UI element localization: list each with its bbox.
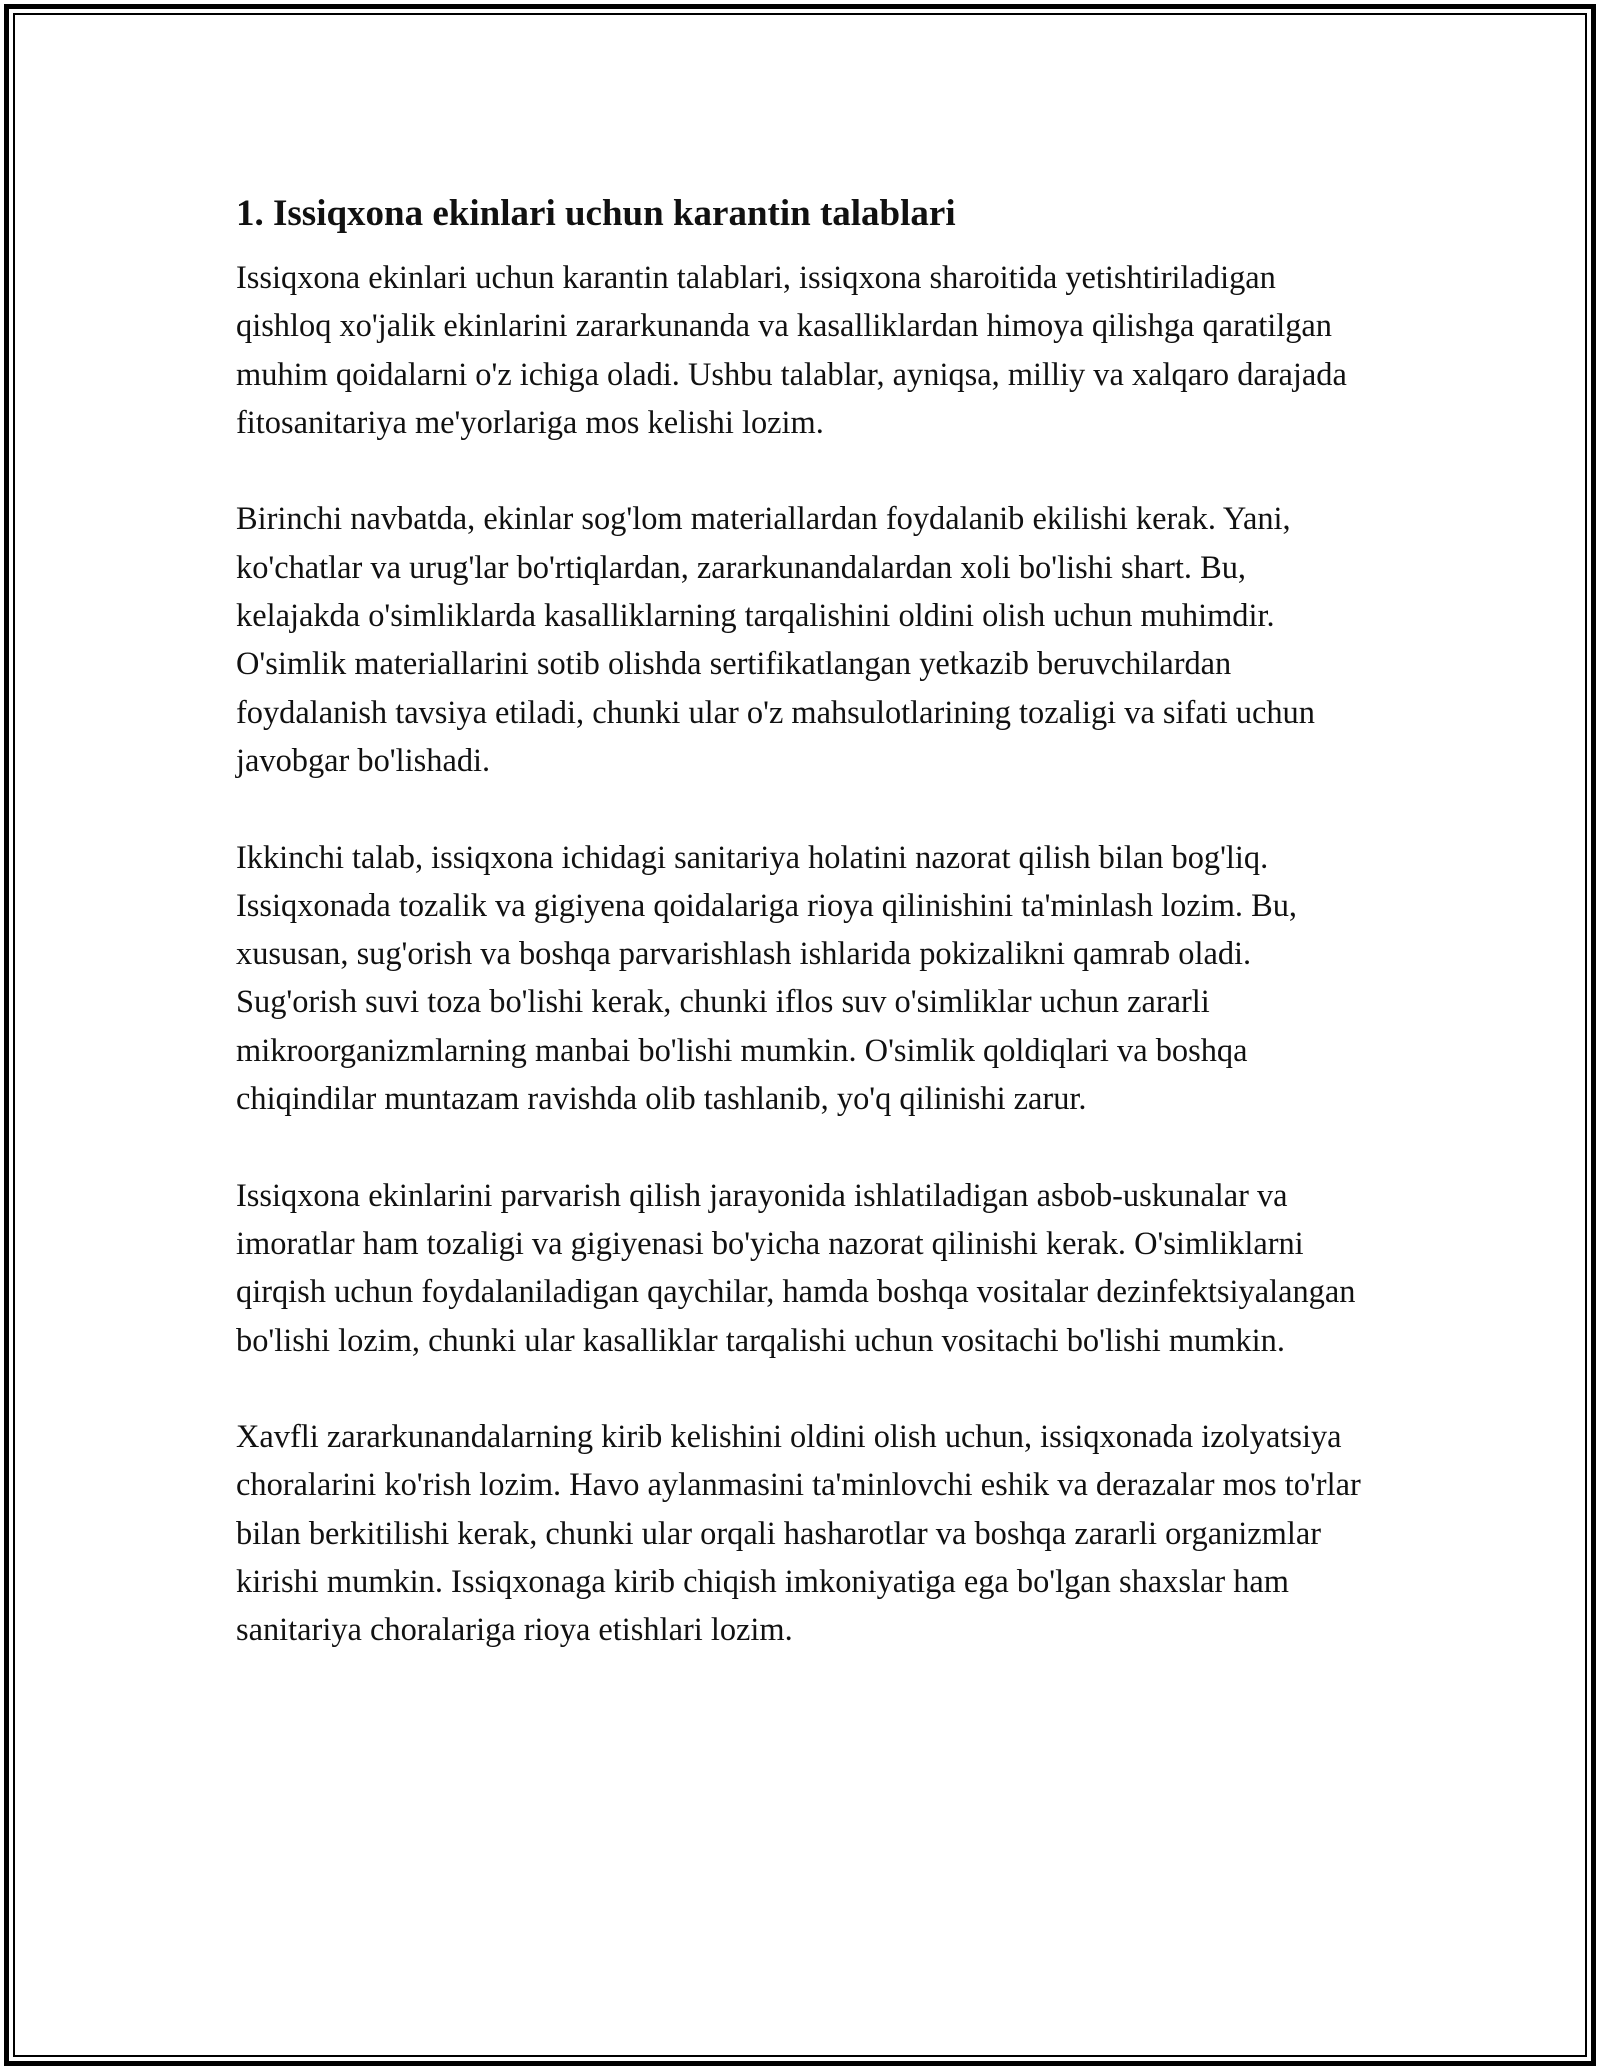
- paragraph-5: Xavfli zararkunandalarning kirib kelishini oldini olish uchun, issiqxonada izolyatsiya choralarini ko'rish lozim. Havo aylanmasini ta'minlovchi eshik va derazalar mos to'rlar bilan berkitilishi kerak, chunki ular orqali hasharotlar va boshqa zararli organizmlar kirishi mumkin. Issiqxonaga kirib chiqish imkoniyatiga ega bo'lgan shaxslar ham sanitariya choralariga rioya etishlari lozim.: [236, 1419, 1361, 1649]
- paragraph-3: Ikkinchi talab, issiqxona ichidagi sanitariya holatini nazorat qilish bilan bog'liq. Issiqxonada tozalik va gigiyena qoidalariga rioya qilinishini ta'minlash lozim. Bu, xususan, sug'orish va boshqa parvarishlash ishlarida pokizalikni qamrab oladi. Sug'orish suvi toza bo'lishi kerak, chunki iflos suv o'simliklar uchun zararli mikroorganizmlarning manbai bo'lishi mumkin. O'simlik qoldiqlari va boshqa chiqindilar muntazam ravishda olib tashlanib, yo'q qilinishi zarur.: [236, 839, 1298, 1118]
- section-heading: 1. Issiqxona ekinlari uchun karantin talablari: [236, 193, 956, 234]
- paragraph-2: Birinchi navbatda, ekinlar sog'lom materiallardan foydalanib ekilishi kerak. Yani, ko'chatlar va urug'lar bo'rtiqlardan, zararkunandalardan xoli bo'lishi shart. Bu, kelajakda o'simliklarda kasalliklarning tarqalishini oldini olish uchun muhimdir. O'simlik materiallarini sotib olishda sertifikatlangan yetkazib beruvchilardan foydalanish tavsiya etiladi, chunki ular o'z mahsulotlarining tozaligi va sifati uchun javobgar bo'lishadi.: [236, 501, 1315, 779]
- paragraph-1: Issiqxona ekinlari uchun karantin talablari, issiqxona sharoitida yetishtiriladigan qishloq xo'jalik ekinlarini zararkunanda va kasalliklardan himoya qilishga qaratilgan muhim qoidalarni o'z ichiga oladi. Ushbu talablar, ayniqsa, milliy va xalqaro darajada fitosanitariya me'yorlariga mos kelishi lozim.: [236, 260, 1347, 441]
- paragraph-4: Issiqxona ekinlarini parvarish qilish jarayonida ishlatiladigan asbob-uskunalar va imoratlar ham tozaligi va gigiyenasi bo'yicha nazorat qilinishi kerak. O'simliklarni qirqish uchun foydalaniladigan qaychilar, hamda boshqa vositalar dezinfektsiyalangan bo'lishi lozim, chunki ular kasalliklar tarqalishi uchun vositachi bo'lishi mumkin.: [236, 1177, 1356, 1359]
- document-body: [236, 186, 1366, 1703]
